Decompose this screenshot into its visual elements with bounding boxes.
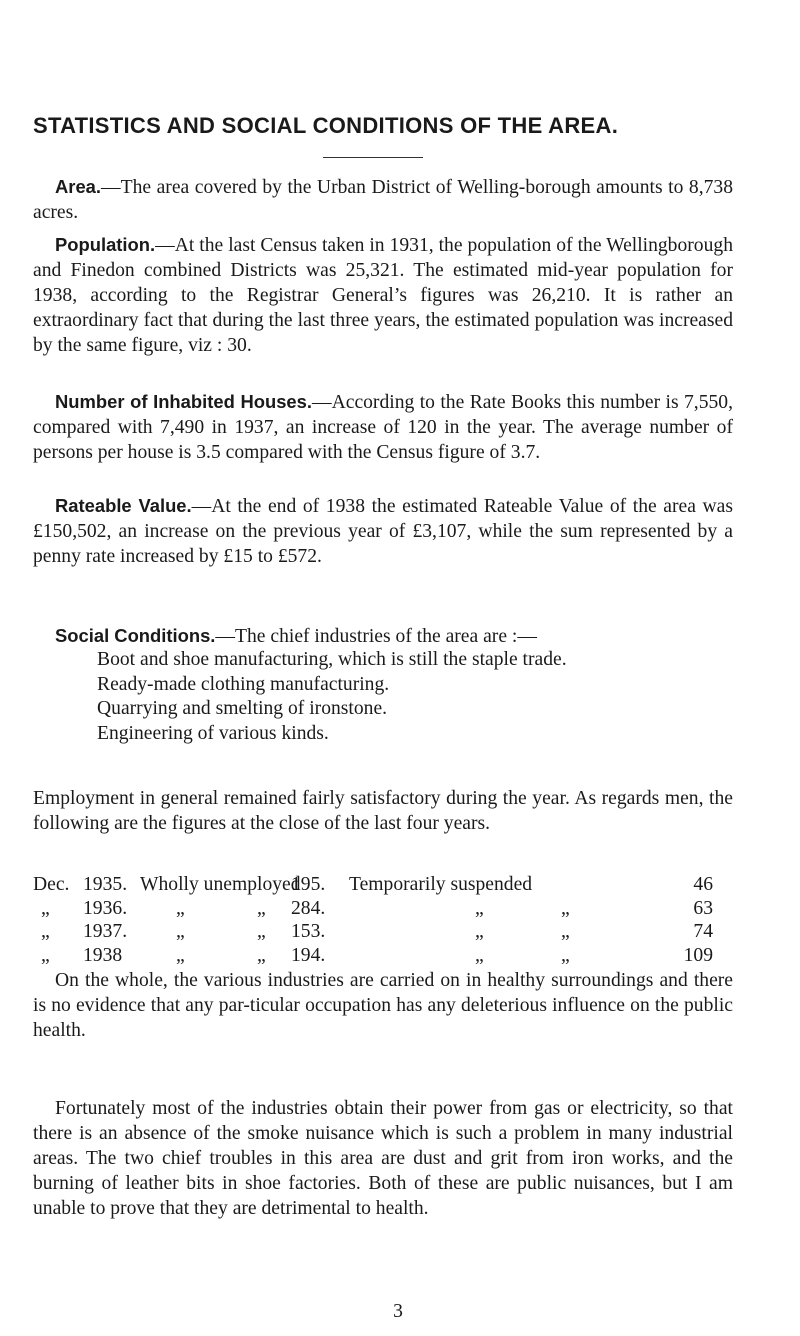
area-text: —The area covered by the Urban District of Welling-borough amounts to 8,738 acres. [33,177,733,223]
houses-text: —According to the Rate Books this number is 7,550, compared with 7,490 in 1937, an increase of 120 in the year. The average number of persons per house is 3.5 compared with the Census figure of 3.7. [33,392,733,463]
ditto-mark: „ [41,897,50,919]
row-year: 1935. [83,874,128,895]
houses-paragraph [33,389,733,465]
temporarily-suspended-label: Temporarily suspended [349,874,533,895]
population-paragraph [33,232,733,358]
row-year: 1938 [83,944,123,966]
industry-item: Engineering of various kinds. [97,723,329,745]
social-paragraph [33,623,733,649]
rateable-text: —At the end of 1938 the estimated Rateable Value of the area was £150,502, an increase on the previous year of £3,107, while the sum represented by a penny rate increased by £15 to £572. [33,496,733,567]
table-row [33,897,763,921]
ditto-mark: „ [561,921,570,942]
industry-item: Boot and shoe manufacturing, which is still the staple trade. [97,649,567,670]
wholly-unemployed-value: 194. [291,944,326,966]
table-row [33,944,763,968]
ditto-mark: „ [475,921,484,942]
table-row [33,920,763,944]
temporarily-suspended-value: 63 [693,897,713,919]
row-label: Dec. [33,874,70,895]
social-heading: Social Conditions. [55,625,216,646]
page-number: 3 [393,1301,403,1322]
wholly-unemployed-value: 153. [291,921,326,942]
title-divider [323,157,423,158]
ditto-mark: „ [561,944,570,966]
wholly-unemployed-value: 284. [291,897,326,919]
employment-intro: Employment in general remained fairly satisfactory during the year. As regards men, the following are the figures at the close of the last four years. [33,788,733,834]
wholly-unemployed-value: 195. [291,874,326,895]
table-row [33,873,763,897]
row-year: 1936. [83,897,128,919]
ditto-mark: „ [475,897,484,919]
area-paragraph [33,174,733,225]
population-text: —At the last Census taken in 1931, the population of the Wellingborough and Finedon combined Districts was 25,321. The estimated mid-year population for 1938, according to the Registrar General’s figures was 26,210. It is rather an extraordinary fact that during the last three years, the estimated population was increased by the same figure, viz : 30. [33,235,733,356]
row-year: 1937. [83,921,128,942]
ditto-mark: „ [257,897,266,919]
rateable-heading: Rateable Value. [55,495,192,516]
ditto-mark: „ [561,897,570,919]
rateable-paragraph [33,493,733,569]
ditto-mark: „ [257,944,266,966]
closing-paragraph-2: Fortunately most of the industries obtain their power from gas or electricity, so that there is an absence of the smoke nuisance which is such a problem in many industrial areas. The two chief troubles in this area are dust and grit from iron works, and the burning of leather bits in shoe factories. Both of these are public nuisances, but I am unable to prove that they are detrimental to health. [33,1098,733,1219]
industry-item: Quarrying and smelting of ironstone. [97,698,388,720]
ditto-mark: „ [176,897,185,919]
ditto-mark: „ [41,921,50,942]
population-heading: Population. [55,234,156,255]
employment-table [33,873,763,967]
ditto-mark: „ [475,944,484,966]
temporarily-suspended-value: 109 [683,944,713,966]
industry-item: Ready-made clothing manufacturing. [97,673,390,695]
ditto-mark: „ [257,921,266,942]
closing-paragraph-1: On the whole, the various industries are carried on in healthy surroundings and there is no evidence that any par-ticular occupation has any deleterious influence on the public health. [33,970,733,1041]
temporarily-suspended-value: 74 [693,921,713,942]
ditto-mark: „ [41,944,50,966]
page-title: STATISTICS AND SOCIAL CONDITIONS OF THE AREA. [33,113,619,138]
temporarily-suspended-value: 46 [693,874,713,895]
industries-list [97,648,727,747]
ditto-mark: „ [176,944,185,966]
wholly-unemployed-label: Wholly unemployed [140,874,301,895]
houses-heading: Number of Inhabited Houses. [55,391,312,412]
ditto-mark: „ [176,921,185,942]
area-heading: Area. [55,176,102,197]
social-text: —The chief industries of the area are :— [215,626,537,647]
